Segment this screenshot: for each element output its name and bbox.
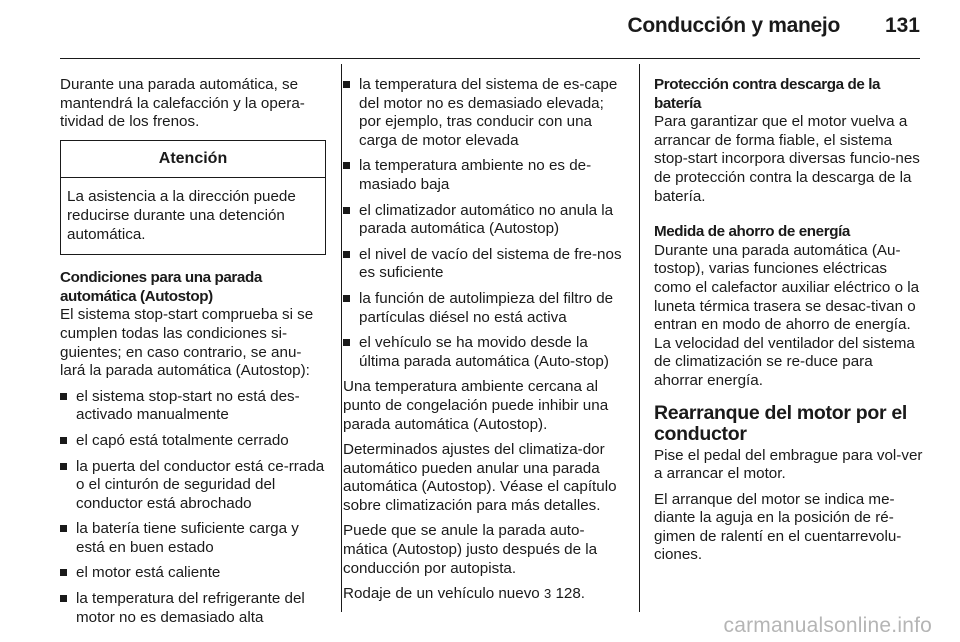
column-divider-1 (341, 64, 342, 612)
bullet-icon (60, 463, 67, 470)
header-divider (60, 58, 920, 59)
watermark: carmanualsonline.info (723, 614, 932, 637)
intro-paragraph: Durante una parada automática, se mantendrá la calefacción y la opera-tividad de los frenos. (60, 76, 305, 131)
conditions-list-2 (343, 76, 625, 371)
column-1 (60, 76, 326, 634)
bullet-icon (343, 251, 350, 258)
conditions-list-1 (60, 388, 326, 628)
list-item: el capó está totalmente cerrado (60, 432, 326, 451)
saving-heading: Medida de ahorro de energía (654, 223, 850, 241)
list-item: la batería tiene suficiente carga y está en buen estado (60, 520, 326, 557)
bullet-icon (343, 162, 350, 169)
restart-heading: Rearranque del motor por el conductor (654, 401, 908, 445)
cross-reference[interactable] (343, 585, 625, 604)
page-header-title: Conducción y manejo (627, 14, 840, 37)
conditions-intro: El sistema stop-start comprueba si se cumplen todas las condiciones si-guientes; en caso contrario, se anu-lará la parada automática (Autostop): (60, 306, 314, 380)
bullet-icon (60, 393, 67, 400)
bullet-icon (60, 569, 67, 576)
list-item: el climatizador automático no anula la parada automática (Autostop) (343, 202, 625, 239)
page-reference-arrow-icon: 3 (543, 586, 552, 602)
bullet-icon (343, 339, 350, 346)
list-item: el vehículo se ha movido desde la última parada automática (Auto-stop) (343, 334, 625, 371)
bullet-icon (60, 595, 67, 602)
column-3 (654, 76, 924, 572)
paragraph-freezing: Una temperatura ambiente cercana al punto de congelación puede inhibir una parada automática (Autostop). (343, 378, 609, 433)
bullet-icon (343, 81, 350, 88)
notice-body: La asistencia a la dirección puede reducirse durante una detención automática. (67, 188, 296, 243)
notice-title: Atención (61, 141, 325, 179)
list-item: la puerta del conductor está ce-rrada o el cinturón de seguridad del conductor está abrochado (60, 458, 326, 514)
bullet-icon (343, 207, 350, 214)
battery-paragraph: Para garantizar que el motor vuelva a arrancar de forma fiable, el sistema stop-start incorpora diversas funcio-nes de protección contra la descarga de la batería. (654, 113, 920, 205)
list-item: el motor está caliente (60, 564, 326, 583)
paragraph-highway: Puede que se anule la parada auto-mática (Autostop) justo después de la conducción por autopista. (343, 522, 598, 577)
column-divider-2 (639, 64, 640, 612)
restart-paragraph-1: Pise el pedal del embrague para vol-ver a arrancar el motor. (654, 446, 923, 483)
notice-box (60, 140, 326, 255)
column-2 (343, 76, 625, 611)
paragraph-climate: Determinados ajustes del climatiza-dor automático pueden anular una parada automática (Autostop). Véase el capítulo sobre climatización para más detalles. (343, 441, 617, 514)
list-item: la función de autolimpieza del filtro de partículas diésel no está activa (343, 290, 625, 327)
page-number: 131 (884, 14, 920, 37)
list-item: la temperatura del refrigerante del motor no es demasiado alta (60, 590, 326, 627)
bullet-icon (60, 525, 67, 532)
list-item: el nivel de vacío del sistema de fre-nos es suficiente (343, 246, 625, 283)
cross-reference-text: Rodaje de un vehículo nuevo (343, 585, 540, 603)
list-item: la temperatura del sistema de es-cape del motor no es demasiado elevada; por ejemplo, tras conducir con una carga de motor elevada (343, 76, 625, 150)
bullet-icon (343, 295, 350, 302)
conditions-heading: Condiciones para una parada automática (Autostop) (60, 269, 262, 305)
battery-heading: Protección contra descarga de la batería (654, 76, 881, 112)
saving-paragraph: Durante una parada automática (Au-tostop), varias funciones eléctricas como el calefactor auxiliar eléctrico o la luneta térmica trasera se desac-tivan o entran en modo de ahorro de energía. La velocidad del ventilador del sistema de climatización se re-duce para ahorrar energía. (654, 241, 920, 389)
bullet-icon (60, 437, 67, 444)
restart-paragraph-2: El arranque del motor se indica me-diante la aguja en la posición de ré-gimen de ralentí en el cuentarrevolu-ciones. (654, 490, 902, 564)
list-item: el sistema stop-start no está des-activado manualmente (60, 388, 326, 425)
list-item: la temperatura ambiente no es de-masiado baja (343, 157, 625, 194)
cross-reference-page: 128. (555, 585, 586, 603)
